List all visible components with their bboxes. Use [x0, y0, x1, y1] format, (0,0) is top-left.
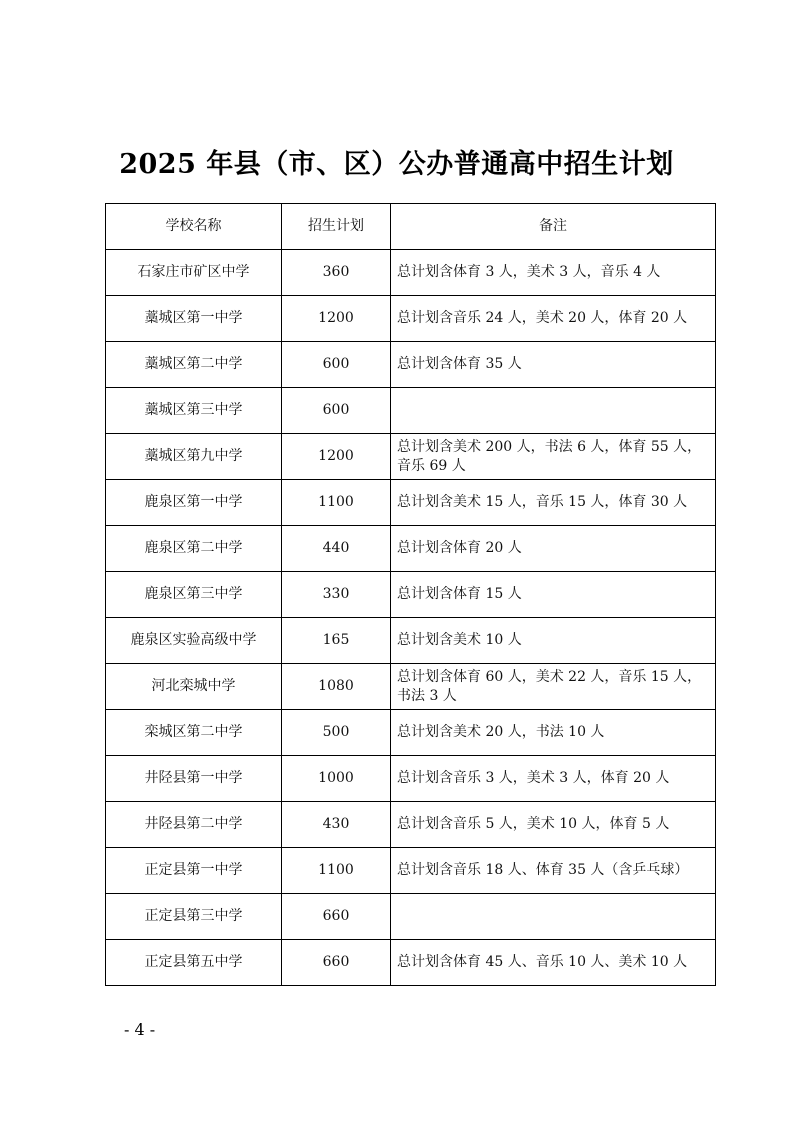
enrollment-count: 1100 [282, 848, 391, 894]
page-number: - 4 - [124, 1020, 156, 1039]
table-row [106, 802, 716, 848]
school-name: 栾城区第二中学 [106, 710, 282, 756]
table-row [106, 526, 716, 572]
school-name: 藁城区第九中学 [106, 434, 282, 480]
remark [391, 894, 716, 940]
table-row [106, 894, 716, 940]
enrollment-count: 440 [282, 526, 391, 572]
enrollment-count: 1200 [282, 296, 391, 342]
school-name: 井陉县第一中学 [106, 756, 282, 802]
table-row [106, 296, 716, 342]
enrollment-count: 600 [282, 342, 391, 388]
remark: 总计划含体育 60 人，美术 22 人，音乐 15 人，书法 3 人 [391, 664, 716, 710]
remark: 总计划含体育 20 人 [391, 526, 716, 572]
remark: 总计划含体育 3 人，美术 3 人，音乐 4 人 [391, 250, 716, 296]
school-name: 藁城区第一中学 [106, 296, 282, 342]
enrollment-count: 330 [282, 572, 391, 618]
enrollment-count: 660 [282, 894, 391, 940]
header-school-name: 学校名称 [106, 204, 282, 250]
enrollment-count: 1200 [282, 434, 391, 480]
page-title: 2025 年县（市、区）公办普通高中招生计划 [119, 149, 674, 180]
remark: 总计划含美术 10 人 [391, 618, 716, 664]
remark [391, 388, 716, 434]
table-row [106, 342, 716, 388]
table-row [106, 710, 716, 756]
school-name: 藁城区第三中学 [106, 388, 282, 434]
remark: 总计划含美术 200 人，书法 6 人，体育 55 人，音乐 69 人 [391, 434, 716, 480]
school-name: 藁城区第二中学 [106, 342, 282, 388]
table-row [106, 618, 716, 664]
remark: 总计划含体育 35 人 [391, 342, 716, 388]
enrollment-count: 660 [282, 940, 391, 986]
remark: 总计划含体育 15 人 [391, 572, 716, 618]
table-row [106, 434, 716, 480]
header-enrollment-plan: 招生计划 [282, 204, 391, 250]
enrollment-count: 500 [282, 710, 391, 756]
enrollment-count: 1000 [282, 756, 391, 802]
enrollment-count: 1080 [282, 664, 391, 710]
table-row [106, 664, 716, 710]
remark: 总计划含音乐 5 人，美术 10 人，体育 5 人 [391, 802, 716, 848]
remark: 总计划含音乐 18 人、体育 35 人（含乒乓球） [391, 848, 716, 894]
table-row [106, 756, 716, 802]
table-row [106, 848, 716, 894]
enrollment-count: 430 [282, 802, 391, 848]
table-header-row [106, 204, 716, 250]
remark: 总计划含美术 15 人，音乐 15 人，体育 30 人 [391, 480, 716, 526]
enrollment-plan-table [105, 203, 716, 986]
school-name: 鹿泉区实验高级中学 [106, 618, 282, 664]
school-name: 河北栾城中学 [106, 664, 282, 710]
remark: 总计划含音乐 24 人，美术 20 人，体育 20 人 [391, 296, 716, 342]
school-name: 正定县第一中学 [106, 848, 282, 894]
remark: 总计划含音乐 3 人，美术 3 人，体育 20 人 [391, 756, 716, 802]
school-name: 井陉县第二中学 [106, 802, 282, 848]
remark: 总计划含体育 45 人、音乐 10 人、美术 10 人 [391, 940, 716, 986]
enrollment-count: 360 [282, 250, 391, 296]
table-row [106, 940, 716, 986]
remark: 总计划含美术 20 人，书法 10 人 [391, 710, 716, 756]
school-name: 鹿泉区第二中学 [106, 526, 282, 572]
enrollment-count: 600 [282, 388, 391, 434]
header-remarks: 备注 [391, 204, 716, 250]
enrollment-count: 1100 [282, 480, 391, 526]
school-name: 鹿泉区第三中学 [106, 572, 282, 618]
enrollment-count: 165 [282, 618, 391, 664]
school-name: 石家庄市矿区中学 [106, 250, 282, 296]
school-name: 鹿泉区第一中学 [106, 480, 282, 526]
table-row [106, 572, 716, 618]
table-row [106, 250, 716, 296]
table-row [106, 480, 716, 526]
school-name: 正定县第三中学 [106, 894, 282, 940]
table-row [106, 388, 716, 434]
school-name: 正定县第五中学 [106, 940, 282, 986]
